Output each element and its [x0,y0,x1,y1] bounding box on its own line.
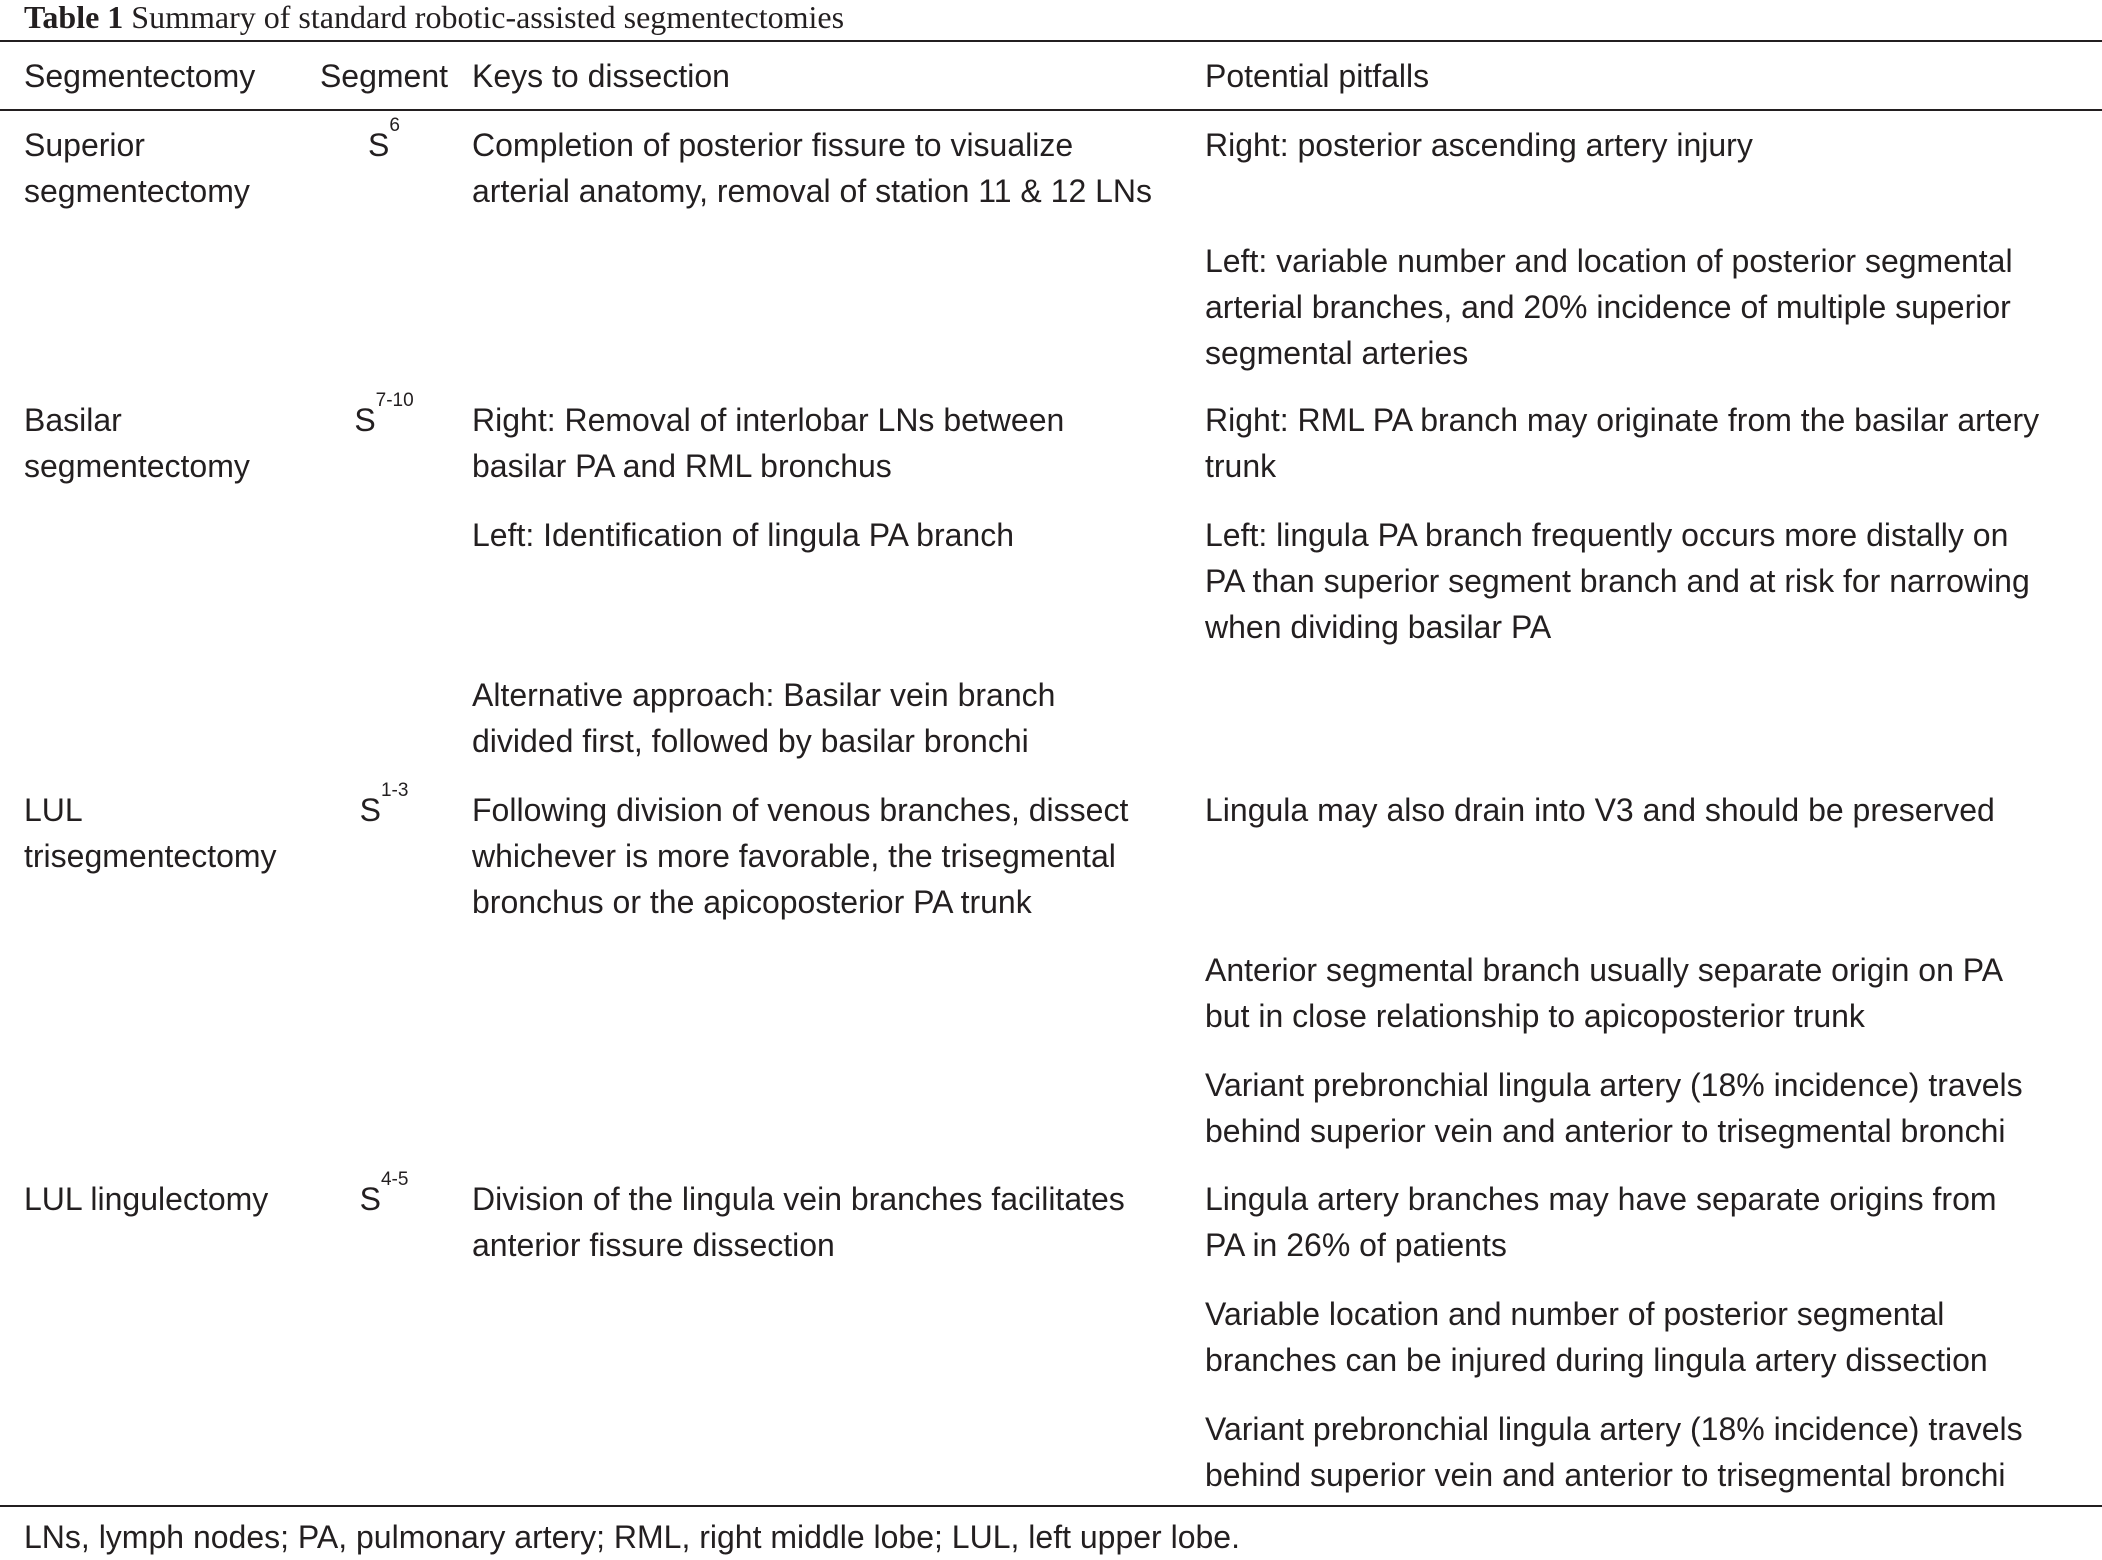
header-keys-to-dissection: Keys to dissection [472,58,730,94]
row-basilar-key-2 [472,512,1014,558]
segment-base: S [359,1181,381,1217]
row-basilar-pitfall-1 [1205,397,2039,489]
table-header-rule [0,109,2102,111]
row-lingulectomy-name-line: LUL lingulectomy [24,1181,269,1217]
segment-base: S [359,792,381,828]
row-lingulectomy-segment [290,1169,478,1222]
pitfall-line: Variant prebronchial lingula artery (18% incidence) travels [1205,1411,2023,1447]
segment-superscript: 6 [389,115,400,136]
pitfall-line: Variable location and number of posterior segmental [1205,1296,1945,1332]
table-caption-title: Summary of standard robotic-assisted segmentectomies [131,0,845,35]
pitfall-line: Anterior segmental branch usually separate origin on PA [1205,952,2004,988]
row-trisegmentectomy-segment [290,780,478,833]
row-basilar-name-line: Basilar [24,402,122,438]
segment-superscript: 4-5 [380,1169,409,1190]
header-segment: Segment [319,58,449,94]
pitfall-line: Right: RML PA branch may originate from the basilar artery [1205,402,2040,438]
pitfall-line: branches can be injured during lingula artery dissection [1205,1342,1988,1378]
pitfall-line: behind superior vein and anterior to trisegmental bronchi [1205,1457,2006,1493]
key-line: arterial anatomy, removal of station 11 & 12 LNs [472,173,1153,209]
header-potential-pitfalls: Potential pitfalls [1205,58,1430,94]
row-basilar-key-1 [472,397,1064,489]
table-top-rule [0,40,2102,42]
key-line: Completion of posterior fissure to visualize [472,127,1074,163]
row-trisegmentectomy-name-line: LUL [24,792,83,828]
row-lingulectomy-name [24,1176,268,1222]
row-basilar-name [24,397,250,489]
row-superior-name-line: segmentectomy [24,173,250,209]
table-caption [24,0,844,40]
row-superior-pitfall-2 [1205,238,2013,376]
segment-base: S [368,127,390,163]
row-trisegmentectomy-pitfall-2 [1205,947,2003,1039]
row-lingulectomy-pitfall-1 [1205,1176,1997,1268]
row-trisegmentectomy-pitfall-1 [1205,787,1995,833]
row-trisegmentectomy-key-1 [472,787,1128,925]
row-trisegmentectomy-pitfall-3 [1205,1062,2023,1154]
key-line: basilar PA and RML bronchus [472,448,892,484]
pitfall-line: arterial branches, and 20% incidence of multiple superior [1205,289,2011,325]
row-lingulectomy-key-1 [472,1176,1125,1268]
key-line: Alternative approach: Basilar vein branch [472,677,1056,713]
pitfall-line: PA than superior segment branch and at risk for narrowing [1205,563,2030,599]
key-line: Division of the lingula vein branches facilitates [472,1181,1125,1217]
row-superior-name [24,122,250,214]
pitfall-line: Lingula may also drain into V3 and should be preserved [1205,792,1995,828]
key-line: divided first, followed by basilar bronchi [472,723,1029,759]
pitfall-line: Variant prebronchial lingula artery (18% incidence) travels [1205,1067,2023,1103]
segment-base: S [354,402,376,438]
segment-superscript: 1-3 [380,780,409,801]
pitfall-line: but in close relationship to apicoposterior trunk [1205,998,1865,1034]
row-trisegmentectomy-name-line: trisegmentectomy [24,838,277,874]
pitfall-line: Lingula artery branches may have separate origins from [1205,1181,1997,1217]
row-lingulectomy-pitfall-3 [1205,1406,2023,1498]
pitfall-line: trunk [1205,448,1277,484]
row-basilar-name-line: segmentectomy [24,448,250,484]
pitfall-line: Left: variable number and location of posterior segmental [1205,243,2013,279]
key-line: Following division of venous branches, dissect [472,792,1129,828]
key-line: Right: Removal of interlobar LNs between [472,402,1065,438]
row-trisegmentectomy-name [24,787,277,879]
row-lingulectomy-pitfall-2 [1205,1291,1988,1383]
key-line: anterior fissure dissection [472,1227,835,1263]
row-superior-key-1 [472,122,1152,214]
key-line: whichever is more favorable, the trisegmental [472,838,1116,874]
header-segmentectomy: Segmentectomy [24,58,256,94]
row-superior-pitfall-1 [1205,122,1753,168]
row-superior-segment [290,115,478,168]
pitfall-line: Right: posterior ascending artery injury [1205,127,1753,163]
row-superior-name-line: Superior [24,127,145,163]
table-footnote: LNs, lymph nodes; PA, pulmonary artery; RML, right middle lobe; LUL, left upper lobe. [24,1519,1240,1555]
row-basilar-pitfall-2 [1205,512,2030,650]
row-basilar-key-3 [472,672,1055,764]
pitfall-line: segmental arteries [1205,335,1469,371]
key-line: bronchus or the apicoposterior PA trunk [472,884,1032,920]
pitfall-line: when dividing basilar PA [1205,609,1552,645]
segment-superscript: 7-10 [375,390,414,411]
pitfall-line: behind superior vein and anterior to trisegmental bronchi [1205,1113,2006,1149]
key-line: Left: Identification of lingula PA branch [472,517,1014,553]
table-bottom-rule [0,1505,2102,1507]
pitfall-line: PA in 26% of patients [1205,1227,1507,1263]
pitfall-line: Left: lingula PA branch frequently occurs more distally on [1205,517,2009,553]
table-caption-label: Table 1 [24,0,124,35]
row-basilar-segment [290,390,478,443]
